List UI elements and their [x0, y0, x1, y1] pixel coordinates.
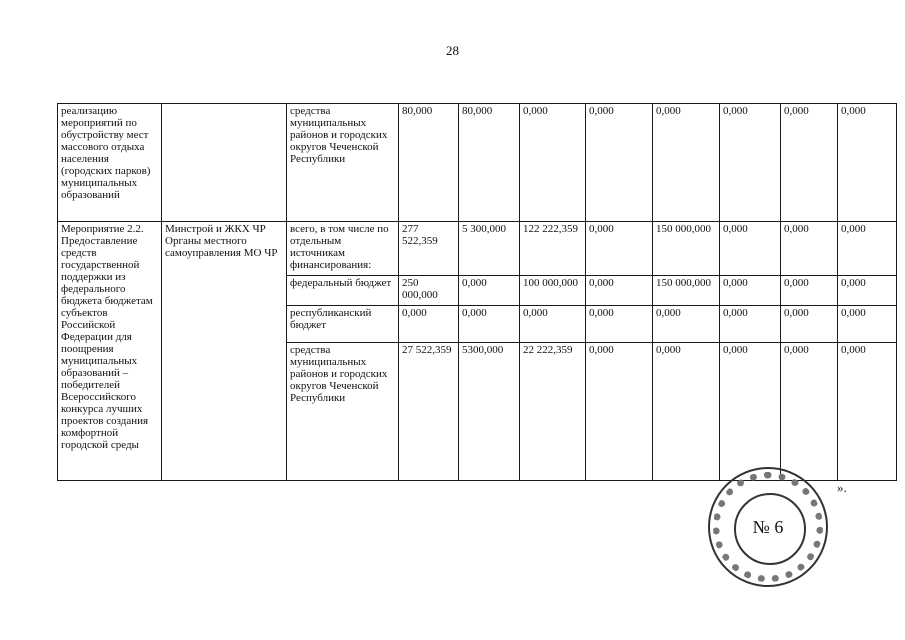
value-cell: 150 000,000 — [653, 222, 720, 276]
value-cell: 0,000 — [838, 343, 897, 481]
value-cell: 27 522,359 — [399, 343, 459, 481]
value-cell: 0,000 — [781, 104, 838, 222]
source-cell: республиканский бюджет — [287, 306, 399, 343]
value-cell: 277 522,359 — [399, 222, 459, 276]
value-cell: 250 000,000 — [399, 276, 459, 306]
value-cell: 0,000 — [520, 104, 586, 222]
value-cell: 0,000 — [586, 343, 653, 481]
value-cell: 0,000 — [781, 306, 838, 343]
value-cell: 0,000 — [781, 343, 838, 481]
value-cell: 0,000 — [720, 104, 781, 222]
value-cell: 122 222,359 — [520, 222, 586, 276]
official-seal — [708, 467, 828, 587]
value-cell: 0,000 — [781, 276, 838, 306]
source-cell: средства муниципальных районов и городских округов Чеченской Республики — [287, 343, 399, 481]
closing-quote-mark: ». — [837, 480, 847, 495]
value-cell: 0,000 — [586, 306, 653, 343]
table-row — [58, 104, 897, 222]
value-cell: 0,000 — [838, 306, 897, 343]
value-cell: 0,000 — [653, 104, 720, 222]
activity-cell: Мероприятие 2.2. Предоставление средств государственной поддержки из федерального бюджета бюджетам субъектов Российской Федерации для поощрения муниципальных образований – победителей Всероссийского конкурса лучших проектов создания комфортной городской среды — [58, 222, 162, 481]
value-cell: 5 300,000 — [459, 222, 520, 276]
value-cell: 22 222,359 — [520, 343, 586, 481]
value-cell: 0,000 — [399, 306, 459, 343]
value-cell: 0,000 — [653, 343, 720, 481]
executor-cell: Минстрой и ЖКХ ЧР Органы местного самоуправления МО ЧР — [162, 222, 287, 481]
value-cell: 0,000 — [838, 276, 897, 306]
value-cell: 0,000 — [720, 276, 781, 306]
value-cell: 5300,000 — [459, 343, 520, 481]
value-cell: 0,000 — [520, 306, 586, 343]
value-cell: 0,000 — [459, 276, 520, 306]
executor-cell — [162, 104, 287, 222]
source-cell: всего, в том числе по отдельным источникам финансирования: — [287, 222, 399, 276]
seal-number: № 6 — [752, 516, 784, 537]
value-cell: 0,000 — [653, 306, 720, 343]
value-cell: 0,000 — [838, 222, 897, 276]
value-cell: 100 000,000 — [520, 276, 586, 306]
value-cell: 150 000,000 — [653, 276, 720, 306]
budget-table — [57, 103, 897, 481]
value-cell: 0,000 — [586, 276, 653, 306]
value-cell: 80,000 — [399, 104, 459, 222]
value-cell: 0,000 — [781, 222, 838, 276]
value-cell: 0,000 — [720, 222, 781, 276]
value-cell: 0,000 — [720, 343, 781, 481]
table-row — [58, 222, 897, 276]
page-number: 28 — [446, 43, 459, 58]
value-cell: 80,000 — [459, 104, 520, 222]
value-cell: 0,000 — [838, 104, 897, 222]
activity-cell: реализацию мероприятий по обустройству мест массового отдыха населения (городских парков) муниципальных образований — [58, 104, 162, 222]
source-cell: средства муниципальных районов и городских округов Чеченской Республики — [287, 104, 399, 222]
value-cell: 0,000 — [586, 222, 653, 276]
source-cell: федеральный бюджет — [287, 276, 399, 306]
value-cell: 0,000 — [459, 306, 520, 343]
value-cell: 0,000 — [586, 104, 653, 222]
value-cell: 0,000 — [720, 306, 781, 343]
